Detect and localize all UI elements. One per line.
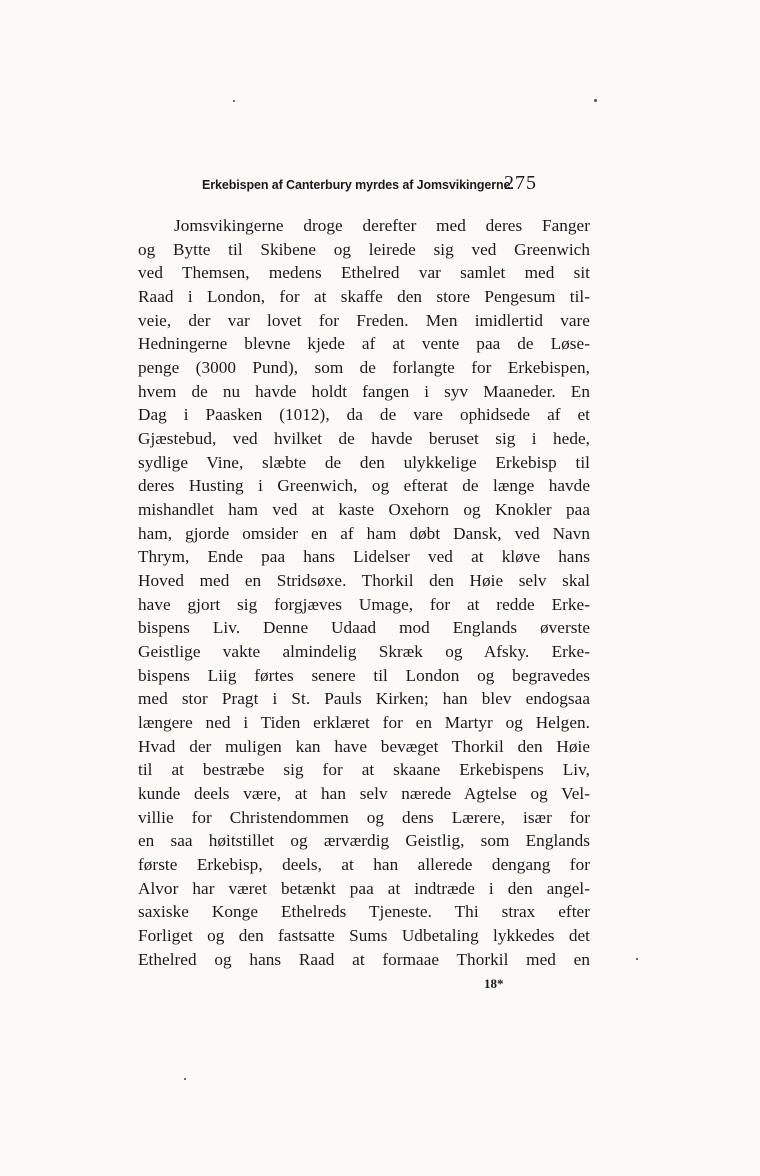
scan-speck	[594, 99, 597, 102]
page-header	[180, 172, 730, 198]
text-line: og Bytte til Skibene og leirede sig ved Greenwich	[138, 239, 590, 259]
text-line: Hedningerne blevne kjede af at vente paa de Løse-	[138, 334, 590, 354]
text-line: hvem de nu havde holdt fangen i syv Maaneder. En	[138, 381, 590, 401]
text-line: mishandlet ham ved at kaste Oxehorn og Knokler paa	[138, 500, 590, 520]
scan-speck	[233, 100, 235, 102]
text-line: Thrym, Ende paa hans Lidelser ved at kløve hans	[138, 547, 590, 567]
text-line: Raad i London, for at skaffe den store Pengesum til-	[138, 287, 590, 307]
text-line: kunde deels være, at han selv nærede Agtelse og Vel-	[138, 784, 590, 804]
text-line: ham, gjorde omsider en af ham døbt Dansk, ved Navn	[138, 523, 590, 543]
body-text	[138, 214, 590, 972]
text-line: Hoved med en Stridsøxe. Thorkil den Høie selv skal	[138, 571, 590, 591]
text-line: første Erkebisp, deels, at han allerede dengang for	[138, 855, 590, 875]
text-line: Geistlige vakte almindelig Skræk og Afsky. Erke-	[138, 642, 590, 662]
text-line: længere ned i Tiden erklæret for en Martyr og Helgen.	[138, 713, 590, 733]
text-line: bispens Liv. Denne Udaad mod Englands øverste	[138, 618, 590, 638]
text-line: sydlige Vine, slæbte de den ulykkelige Erkebisp til	[138, 452, 590, 472]
running-head: Erkebispen af Canterbury myrdes af Jomsvikingerne.	[202, 178, 514, 192]
text-line: Ethelred og hans Raad at formaae Thorkil med en	[138, 949, 590, 969]
text-line: Gjæstebud, ved hvilket de havde beruset sig i hede,	[138, 429, 590, 449]
text-line: Forliget og den fastsatte Sums Udbetaling lykkedes det	[138, 926, 590, 946]
scan-speck	[184, 1078, 186, 1080]
text-line: Alvor har været betænkt paa at indtræde i den angel-	[138, 878, 590, 898]
text-line: veie, der var lovet for Freden. Men imidlertid vare	[138, 310, 590, 330]
text-line: Dag i Paasken (1012), da de vare ophidsede af et	[138, 405, 590, 425]
text-line: ved Themsen, medens Ethelred var samlet med sit	[138, 263, 590, 283]
page-number: 275	[504, 172, 537, 194]
text-line: til at bestræbe sig for at skaane Erkebispens Liv,	[138, 760, 590, 780]
signature-mark: 18*	[484, 976, 504, 991]
text-line: have gjort sig forgjæves Umage, for at redde Erke-	[138, 594, 590, 614]
text-line: bispens Liig førtes senere til London og begravedes	[138, 665, 590, 685]
text-line: saxiske Konge Ethelreds Tjeneste. Thi strax efter	[138, 902, 590, 922]
text-line: deres Husting i Greenwich, og efterat de længe havde	[138, 476, 590, 496]
text-line: villie for Christendommen og dens Lærere, især for	[138, 807, 590, 827]
text-line: Hvad der muligen kan have bevæget Thorkil den Høie	[138, 736, 590, 756]
text-line: en saa høitstillet og ærværdig Geistlig, som Englands	[138, 831, 590, 851]
text-line: med stor Pragt i St. Pauls Kirken; han blev endogsaa	[138, 689, 590, 709]
text-line: penge (3000 Pund), som de forlangte for Erkebispen,	[138, 358, 590, 378]
scan-speck	[636, 958, 638, 960]
text-line: Jomsvikingerne droge derefter med deres Fanger	[174, 216, 590, 235]
